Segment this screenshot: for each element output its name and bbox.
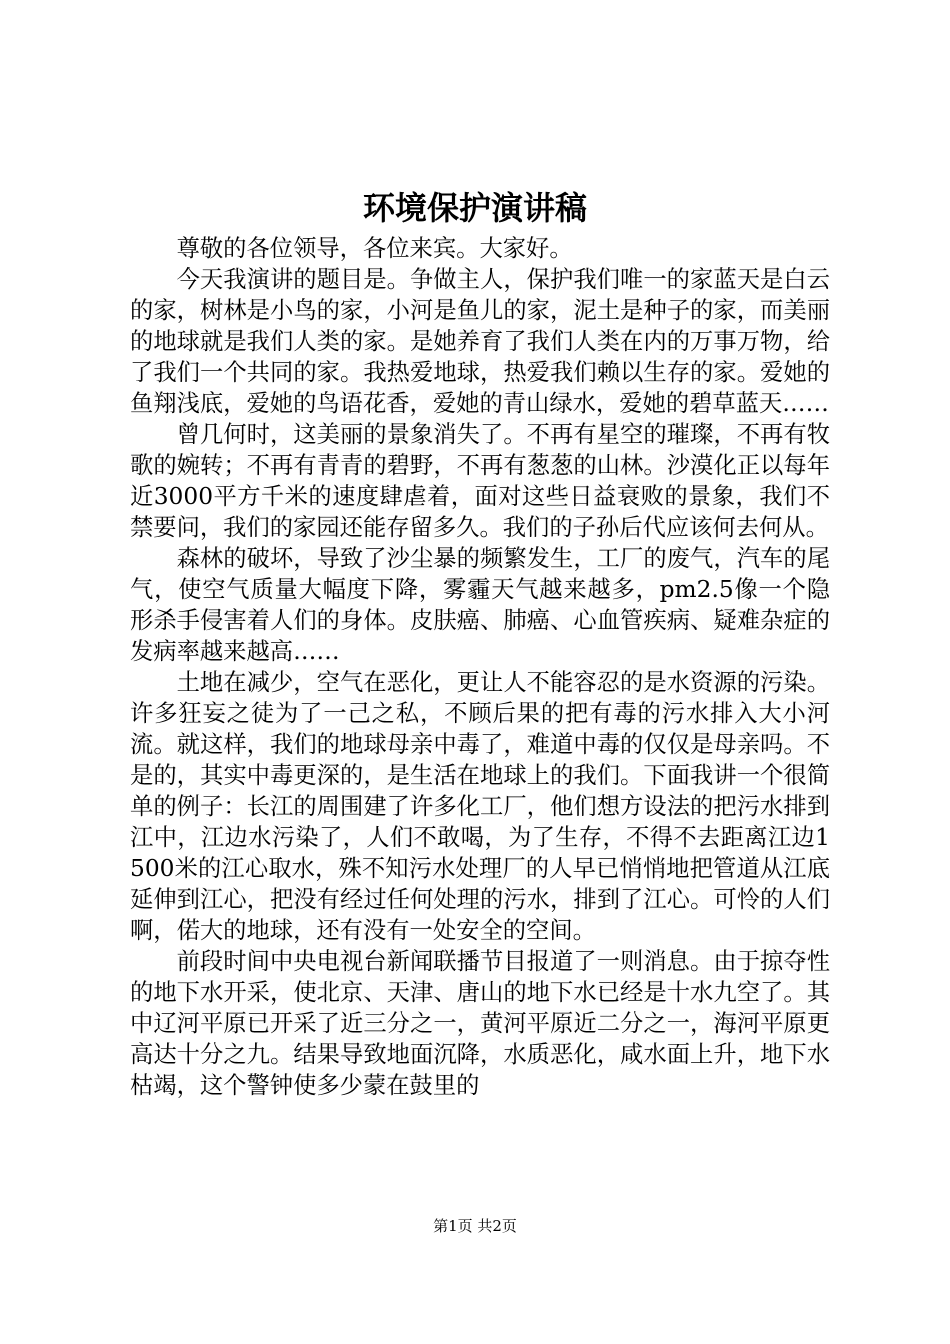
paragraph-water-pollution: 土地在减少，空气在恶化，更让人不能容忍的是水资源的污染。许多狂妄之徒为了一己之私，不顾后果的把有毒的污水排入大小河流。就这样，我们的地球母亲中毒了，难道中毒的仅仅是母亲吗。不是的，其实中毒更深的，是生活在地球上的我们。下面我讲一个很简单的例子：长江的周围建了许多化工厂，他们想方设法的把污水排到江中，江边水污染了，人们不敢喝，为了生存，不得不去距离江边1500米的江心取水，殊不知污水处理厂的人早已悄悄地把管道从江底延伸到江心，把没有经过任何处理的污水，排到了江心。可怜的人们啊，偌大的地球，还有没有一处安全的空间。 bbox=[130, 669, 830, 944]
paragraph-greeting: 尊敬的各位领导，各位来宾。大家好。 bbox=[176, 235, 573, 262]
paragraph-air-pollution: 森林的破坏，导致了沙尘暴的频繁发生，工厂的废气，汽车的尾气，使空气质量大幅度下降，雾霾天气越来越多，pm2.5像一个隐形杀手侵害着人们的身体。皮肤癌、肺癌、心血管疾病、疑难杂症的发病率越来越高…… bbox=[130, 545, 830, 665]
page-number-footer: 第1页 共2页 bbox=[433, 1217, 517, 1235]
paragraph-groundwater: 前段时间中央电视台新闻联播节目报道了一则消息。由于掠夺性的地下水开采，使北京、天津、唐山的地下水已经是十水九空了。其中辽河平原已开采了近三分之一，黄河平原近二分之一，海河平原更高达十分之九。结果导致地面沉降，水质恶化，咸水面上升，地下水枯竭，这个警钟使多少蒙在鼓里的 bbox=[130, 948, 830, 1099]
paragraph-lost-scenery: 曾几何时，这美丽的景象消失了。不再有星空的璀璨，不再有牧歌的婉转；不再有青青的碧野，不再有葱葱的山林。沙漠化正以每年近3000平方千米的速度肆虐着，面对这些日益衰败的景象，我们不禁要问，我们的家园还能存留多久。我们的子孙后代应该何去何从。 bbox=[130, 421, 830, 541]
document-title: 环境保护演讲稿 bbox=[362, 189, 587, 227]
document-body bbox=[130, 233, 830, 1101]
paragraph-topic: 今天我演讲的题目是。争做主人，保护我们唯一的家蓝天是白云的家，树林是小鸟的家，小河是鱼儿的家，泥土是种子的家，而美丽的地球就是我们人类的家。是她养育了我们人类在内的万事万物，给了我们一个共同的家。我热爱地球，热爱我们赖以生存的家。爱她的鱼翔浅底，爱她的鸟语花香，爱她的青山绿水，爱她的碧草蓝天…… bbox=[130, 266, 830, 417]
